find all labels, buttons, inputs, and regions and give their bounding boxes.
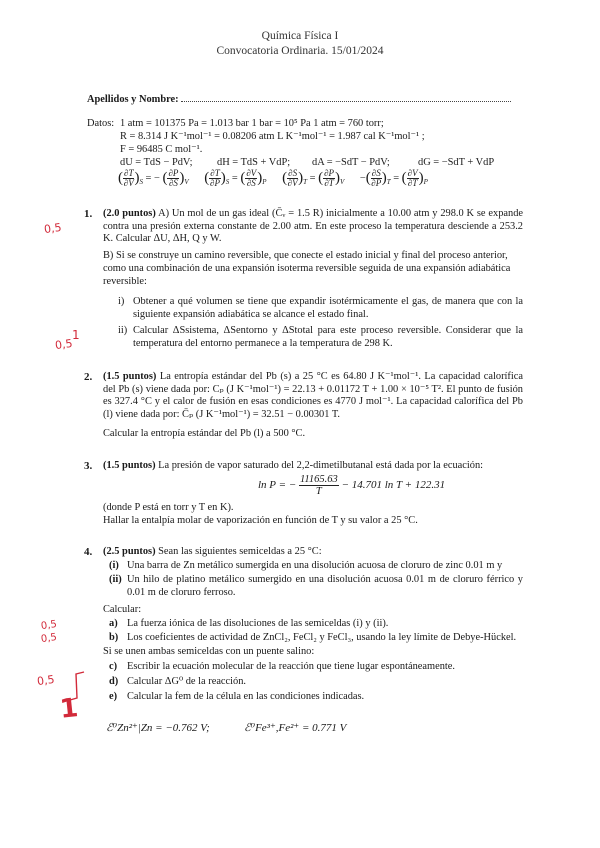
maxwell-relations: ( $\frac{\partial T}{\partial V}$ )$_S$ = − ( $\frac{\partial P}{\partial S}$ )$_V$ ( $\frac{\partial T}{\partial P}$ )$_S$ = ( $\frac{\partial V}{\partial S}$ )$_P$ ( $\frac{\partial S}{\partial V}$ )$_T$ = ( $\frac{\partial P}{\partial T}$ )$_V$ −( $\frac{\partial S}{\partial P}$ )$_T$ = ( $\frac{\partial V}{\partial T}$ )$_P$ [118, 168, 428, 188]
q3-eq-left: ln P = − [258, 479, 297, 492]
data-line-1: 1 atm = 101375 Pa = 1.013 bar 1 bar = 10⁵ Pa 1 atm = 760 torr; [120, 118, 384, 129]
q2-number: 2. [84, 371, 93, 383]
q4-calc: Calcular: [103, 604, 142, 615]
q3-number: 3. [84, 460, 93, 472]
q1-b-line3: reversible: [103, 276, 147, 287]
q4-d-label: d) [109, 676, 119, 687]
q1-i-text: Obtener a qué volumen se tiene que expandir isotérmicamente el gas, de manera que con la siguiente expansión adiabática se alcance el estado final. [133, 296, 523, 320]
grade-bracket-icon [60, 670, 90, 702]
q2-text: La entropía estándar del Pb (s) a 25 °C es 64.80 J K⁻¹mol⁻¹. La capacidad calorífica del Pb (s) viene dada por: Cₚ (J K⁻¹mol⁻¹) = 22.13 + 0.01172 T + 1.00 × 10⁻⁵ T². El punto de fusión es 327.4 °C y el calor de fusión en esas condiciones es 4770 J mol⁻¹. La capacidad calorífica del Pb (l) viene dada por: C̄ₚ (J K⁻¹mol⁻¹) = 32.51 − 0.00301 T. [103, 371, 524, 420]
q4-e-text: Calcular la fem de la célula en las condiciones indicadas. [127, 691, 365, 702]
grade-mark-3: 0,5 [54, 336, 74, 353]
q4-body [103, 546, 322, 559]
q4-a-label: a) [109, 618, 118, 629]
grade-mark-6: 0,5 [36, 672, 56, 689]
q1-b-line1: B) Si se construye un camino reversible, que conecte el estado inicial y final del proceso anterior, [103, 250, 508, 261]
q3-eq-num: 11165.63 [299, 474, 338, 485]
q4-c-label: c) [109, 661, 118, 672]
student-name-field [87, 92, 511, 107]
eq-dh: dH = TdS + VdP; [217, 157, 291, 168]
q4-points: (2.5 puntos) [103, 546, 156, 557]
data-line-2: R = 8.314 J K⁻¹mol⁻¹ = 0.08206 atm L K⁻¹mol⁻¹ = 1.987 cal K⁻¹mol⁻¹ ; [120, 131, 425, 142]
potential-fe: ℰ⁰Fe³⁺,Fe²⁺ = 0.771 V [244, 722, 347, 734]
q4-e-label: e) [109, 691, 118, 702]
q2-points: (1.5 puntos) [103, 371, 157, 382]
q3-body [103, 460, 483, 473]
q4-i-label: (i) [109, 560, 119, 571]
eq-dg: dG = −SdT + VdP [418, 157, 495, 168]
q3-ask: Hallar la entalpía molar de vaporización en función de T y su valor a 25 °C. [103, 515, 418, 526]
student-name-label: Apellidos y Nombre: [87, 94, 179, 105]
q3-eq-right: − 14.701 ln T + 122.31 [341, 479, 446, 492]
q1-part-a [103, 208, 523, 246]
grade-mark-5: 0,5 [40, 631, 58, 646]
grade-mark-4: 0,5 [40, 618, 58, 633]
data-label: Datos: [87, 118, 115, 129]
q1-number: 1. [84, 208, 93, 220]
name-dotted-line [181, 92, 511, 102]
q4-b-text: Los coeficientes de actividad de ZnCl₂, FeCl₂ y FeCl₃, usando la ley límite de Debye-Hückel. [127, 632, 517, 643]
q2-ask: Calcular la entropía estándar del Pb (l) a 500 °C. [103, 428, 306, 439]
q3-eq-fraction [299, 474, 339, 497]
q3-text: La presión de vapor saturado del 2,2-dimetilbutanal está dada por la ecuación: [158, 460, 484, 471]
grade-mark-1: 0,5 [43, 220, 63, 237]
exam-title: Química Física I [261, 30, 339, 42]
q1-intro: A) Un mol de un gas ideal (C̄ᵥ = 1.5 R) inicialmente a 10.00 atm y 298.0 K se expande contra una presión externa constante de 2.00 atm. En este proceso la temperatura desciende a 253.2 K. Calcular ΔU, ΔH, Q y W. [103, 208, 523, 245]
exam-subtitle: Convocatoria Ordinaria. 15/01/2024 [216, 45, 384, 57]
q3-equation [258, 474, 445, 497]
q1-b-line2: como una combinación de una expansión isoterma reversible seguida de una expansión adiabática [103, 263, 511, 274]
eq-du: dU = TdS − PdV; [120, 157, 193, 168]
q1-ii-text: Calcular ΔSsistema, ΔSentorno y ΔStotal para este proceso reversible. Considerar que la temperatura del entorno permanece a la temperatura de 298 K. [133, 325, 523, 349]
grade-mark-7: 1 [58, 693, 80, 725]
q2-body [103, 371, 523, 421]
q1-ii-label: ii) [118, 325, 128, 336]
q3-note: (donde P está en torr y T en K). [103, 502, 234, 513]
potential-zn: ℰ⁰Zn²⁺|Zn = −0.762 V; [106, 722, 210, 734]
q4-c-text: Escribir la ecuación molecular de la reacción que tiene lugar espontáneamente. [127, 661, 456, 672]
q4-ii-label: (ii) [109, 574, 122, 585]
q4-number: 4. [84, 546, 93, 558]
grade-mark-2: 1 [72, 328, 80, 342]
q3-points: (1.5 puntos) [103, 460, 156, 471]
q4-ii-text: Un hilo de platino metálico sumergido en una disolución acuosa 0.01 m de cloruro férrico y 0.01 m de cloruro ferroso. [127, 574, 523, 598]
q1-i-label: i) [118, 296, 125, 307]
q3-eq-den: T [315, 486, 322, 497]
q4-i-text: Una barra de Zn metálico sumergida en una disolución acuosa de cloruro de zinc 0.01 m y [127, 560, 503, 571]
eq-da: dA = −SdT − PdV; [312, 157, 390, 168]
data-line-3: F = 96485 C mol⁻¹. [120, 144, 203, 155]
q4-join: Si se unen ambas semiceldas con un puente salino: [103, 646, 315, 657]
q4-d-text: Calcular ΔG⁰ de la reacción. [127, 676, 247, 687]
q4-a-text: La fuerza iónica de las disoluciones de las semiceldas (i) y (ii). [127, 618, 389, 629]
q4-intro: Sean las siguientes semiceldas a 25 °C: [158, 546, 322, 557]
q1-points: (2.0 puntos) [103, 208, 156, 219]
q4-b-label: b) [109, 632, 119, 643]
